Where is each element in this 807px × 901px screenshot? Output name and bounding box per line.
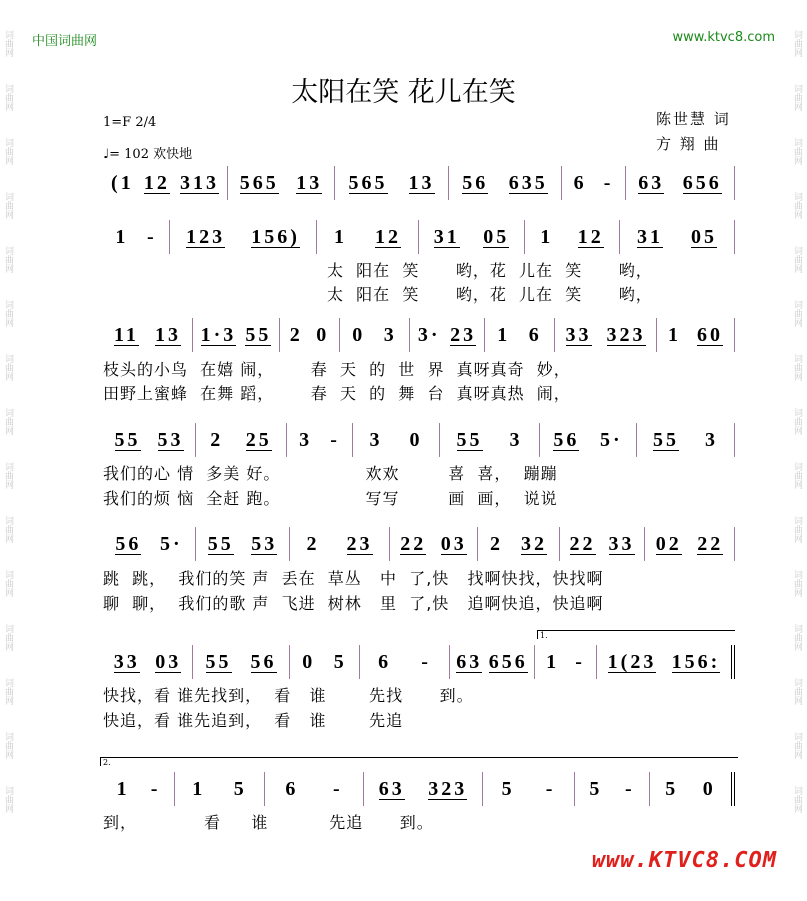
score-row xyxy=(103,529,735,559)
note-group: 22 xyxy=(400,532,427,555)
measure xyxy=(335,166,449,200)
lyric-line: 聊 聊， 我们的歌 声 飞进 树林 里 了,快 追啊快追，快追啊 xyxy=(103,594,604,613)
watermark-text: 词曲网 xyxy=(792,624,802,651)
note-group: 05 xyxy=(483,225,510,248)
note-group: 1·3 xyxy=(200,323,237,346)
note-group: 3 xyxy=(509,428,523,451)
watermark-text: 词曲网 xyxy=(792,786,802,813)
watermark-text: 词曲网 xyxy=(792,462,802,489)
measure xyxy=(175,772,265,806)
measure xyxy=(103,423,196,457)
note-group: 13 xyxy=(408,171,435,194)
note-group: - xyxy=(603,171,614,194)
note-group: 3· xyxy=(417,323,441,346)
note-group: - xyxy=(330,428,340,451)
note-group: - xyxy=(421,650,431,673)
note-group: 565 xyxy=(348,171,388,194)
note-group: 5 xyxy=(233,777,247,800)
measure xyxy=(637,423,735,457)
note-group: 55 xyxy=(653,428,679,451)
note-group: 55 xyxy=(114,428,141,451)
note-group: 33 xyxy=(113,650,140,673)
measure xyxy=(645,527,735,561)
measure xyxy=(193,318,280,352)
lyric-line: 太 阳在 笑 哟，花 儿在 笑 哟， xyxy=(327,261,653,280)
note-group: 323 xyxy=(428,777,468,800)
note-group: - xyxy=(332,777,343,800)
measure xyxy=(290,645,360,679)
measure xyxy=(290,527,390,561)
note-group: 1 xyxy=(546,650,560,673)
note-group: 1(23 xyxy=(607,650,657,673)
watermark-text: 词曲网 xyxy=(3,192,13,219)
note-group: 0 xyxy=(702,777,716,800)
measure xyxy=(597,645,735,679)
measure xyxy=(650,772,735,806)
watermark-text: 词曲网 xyxy=(3,300,13,327)
key-signature: 1=F 2/4 xyxy=(103,115,157,130)
measure xyxy=(364,772,483,806)
measure xyxy=(483,772,575,806)
lyric-line: 我们的心 情 多美 好。 欢欢 喜 喜， 蹦蹦 xyxy=(103,464,558,483)
measure xyxy=(449,166,562,200)
measure xyxy=(450,645,535,679)
note-group: 3 xyxy=(299,428,313,451)
watermark-text: 词曲网 xyxy=(792,516,802,543)
watermark-text: 词曲网 xyxy=(3,84,13,111)
watermark-text: 词曲网 xyxy=(792,570,802,597)
note-group: 0 xyxy=(352,323,366,346)
note-group: 33 xyxy=(608,532,635,555)
score-row xyxy=(103,320,735,350)
note-group: 63 xyxy=(638,171,665,194)
measure xyxy=(440,423,540,457)
measure xyxy=(620,220,735,254)
measure xyxy=(103,318,193,352)
watermark-text: 词曲网 xyxy=(792,678,802,705)
measure xyxy=(485,318,555,352)
note-group: 03 xyxy=(155,650,182,673)
measure xyxy=(193,645,290,679)
measure xyxy=(353,423,440,457)
note-group: 5 xyxy=(589,777,603,800)
measure xyxy=(575,772,650,806)
measure xyxy=(626,166,735,200)
watermark-text: 词曲网 xyxy=(792,408,802,435)
note-group: - xyxy=(150,777,161,800)
watermark-text: 词曲网 xyxy=(792,732,802,759)
watermark-text: 词曲网 xyxy=(3,462,13,489)
watermark-text: 词曲网 xyxy=(3,516,13,543)
note-group: 2 xyxy=(306,532,320,555)
measure xyxy=(535,645,597,679)
composer-credit: 方 翔 曲 xyxy=(656,135,721,153)
note-group: 0 xyxy=(302,650,316,673)
lyric-line: 我们的烦 恼 全赶 跑。 写写 画 画， 说说 xyxy=(103,489,558,508)
note-group: 56 xyxy=(462,171,489,194)
note-group: 56 xyxy=(553,428,580,451)
watermark-text: 词曲网 xyxy=(3,354,13,381)
measure xyxy=(228,166,335,200)
note-group: 2 xyxy=(490,532,503,555)
measure xyxy=(360,645,450,679)
note-group: 12 xyxy=(577,225,604,248)
note-group: 1 xyxy=(115,225,129,248)
note-group: 56 xyxy=(250,650,277,673)
note-group: 53 xyxy=(157,428,184,451)
measure xyxy=(196,527,290,561)
note-group: 1 xyxy=(497,323,511,346)
lyric-line: 田野上蜜蜂 在舞 蹈， 春 天 的 舞 台 真呀真热 闹， xyxy=(103,384,571,403)
note-group: - xyxy=(545,777,556,800)
score-row xyxy=(103,222,735,252)
note-group: 565 xyxy=(239,171,279,194)
watermark-text: 词曲网 xyxy=(3,786,13,813)
measure xyxy=(657,318,735,352)
note-group: 60 xyxy=(697,323,723,346)
watermark-text: 词曲网 xyxy=(792,354,802,381)
measure xyxy=(562,166,626,200)
watermark-text: 词曲网 xyxy=(3,138,13,165)
note-group: 22 xyxy=(569,532,596,555)
measure xyxy=(390,527,478,561)
note-group: 1 xyxy=(116,777,130,800)
note-group: 5 xyxy=(333,650,347,673)
measure xyxy=(340,318,410,352)
tempo-marking: ♩= 102 欢快地 xyxy=(103,147,193,162)
note-group: 05 xyxy=(691,225,717,248)
watermark-text: 词曲网 xyxy=(792,300,802,327)
watermark-text: 词曲网 xyxy=(792,246,802,273)
note-group: 56 xyxy=(115,532,142,555)
measure xyxy=(555,318,657,352)
note-group: 5 xyxy=(665,777,679,800)
note-group: - xyxy=(624,777,635,800)
note-group: 55 xyxy=(245,323,272,346)
note-group: 1 xyxy=(334,225,347,248)
score-row xyxy=(103,647,735,677)
note-group: 23 xyxy=(450,323,477,346)
note-group: 6 xyxy=(285,777,299,800)
note-group: 03 xyxy=(440,532,467,555)
watermark-text: 词曲网 xyxy=(792,30,802,57)
lyric-line: 到， 看 谁 先追 到。 xyxy=(103,813,434,832)
measure xyxy=(287,423,353,457)
note-group: 313 xyxy=(179,171,219,194)
site-name-left[interactable]: 中国词曲网 xyxy=(32,34,98,49)
measure xyxy=(317,220,419,254)
note-group: 5· xyxy=(159,532,183,555)
watermark-text: 词曲网 xyxy=(3,678,13,705)
measure xyxy=(265,772,364,806)
note-group: 12 xyxy=(375,225,401,248)
note-group: 3 xyxy=(705,428,718,451)
score-row xyxy=(103,168,735,198)
score-row xyxy=(103,425,735,455)
note-group: 656 xyxy=(488,650,528,673)
measure xyxy=(525,220,620,254)
note-group: 0 xyxy=(316,323,330,346)
note-group: 13 xyxy=(296,171,323,194)
note-group: 13 xyxy=(154,323,181,346)
lyric-line: 快追，看 谁先追到， 看 谁 先追 xyxy=(103,711,404,730)
note-group: 22 xyxy=(697,532,724,555)
watermark-text: 词曲网 xyxy=(792,192,802,219)
lyric-line: 太 阳在 笑 哟，花 儿在 笑 哟， xyxy=(327,285,653,304)
note-group: - xyxy=(146,225,157,248)
note-group: 2 xyxy=(210,428,224,451)
note-group: - xyxy=(575,650,585,673)
watermark-text: 词曲网 xyxy=(792,138,802,165)
watermark-text: 词曲网 xyxy=(3,246,13,273)
note-group: 323 xyxy=(606,323,646,346)
note-group: 156: xyxy=(671,650,721,673)
volta-bracket: 2. xyxy=(100,757,738,766)
note-group: 55 xyxy=(207,532,234,555)
note-group: 656 xyxy=(682,171,722,194)
measure xyxy=(540,423,637,457)
watermark-text: 词曲网 xyxy=(3,30,13,57)
watermark-text: 词曲网 xyxy=(3,570,13,597)
measure xyxy=(170,220,317,254)
note-group: 23 xyxy=(346,532,373,555)
watermark-text: 词曲网 xyxy=(3,408,13,435)
measure xyxy=(103,220,170,254)
volta-bracket: 1. xyxy=(537,630,735,639)
site-url-right[interactable]: www.ktvc8.com xyxy=(672,30,775,45)
score-row xyxy=(103,774,735,804)
side-watermark-left xyxy=(2,0,16,813)
note-group: 6 xyxy=(573,171,587,194)
note-group: 63 xyxy=(456,650,483,673)
note-group: 6 xyxy=(528,323,542,346)
measure xyxy=(103,527,196,561)
measure xyxy=(196,423,287,457)
note-group: 635 xyxy=(508,171,548,194)
note-group: 2 xyxy=(289,323,303,346)
note-group: 1 xyxy=(192,777,206,800)
note-group: 123 xyxy=(186,225,226,248)
measure xyxy=(103,772,175,806)
note-group: 156) xyxy=(251,225,300,248)
measure xyxy=(478,527,560,561)
note-group: 33 xyxy=(565,323,592,346)
note-group: 53 xyxy=(251,532,278,555)
note-group: 11 xyxy=(114,323,139,346)
measure xyxy=(560,527,645,561)
note-group: 5 xyxy=(501,777,515,800)
note-group: 31 xyxy=(637,225,663,248)
measure xyxy=(419,220,525,254)
footer-logo: www.KTVC8.COM xyxy=(591,848,777,873)
note-group: 5· xyxy=(599,428,623,451)
note-group: 25 xyxy=(245,428,272,451)
lyric-line: 枝头的小鸟 在嬉 闹， 春 天 的 世 界 真呀真奇 妙， xyxy=(103,360,571,379)
measure xyxy=(280,318,340,352)
lyric-line: 快找，看 谁先找到， 看 谁 先找 到。 xyxy=(103,686,474,705)
measure xyxy=(103,645,193,679)
note-group: 55 xyxy=(456,428,483,451)
note-group: 55 xyxy=(205,650,232,673)
note-group: 63 xyxy=(378,777,405,800)
note-group: 02 xyxy=(655,532,682,555)
note-group: (1 xyxy=(111,171,134,194)
lyricist-credit: 陈世慧 词 xyxy=(656,110,731,128)
lyric-line: 跳 跳， 我们的笑 声 丢在 草丛 中 了,快 找啊快找，快找啊 xyxy=(103,569,604,588)
song-title: 太阳在笑 花儿在笑 xyxy=(291,77,516,108)
note-group: 1 xyxy=(540,225,554,248)
measure xyxy=(103,166,228,200)
watermark-text: 词曲网 xyxy=(3,732,13,759)
note-group: 3 xyxy=(383,323,397,346)
watermark-text: 词曲网 xyxy=(3,624,13,651)
measure xyxy=(410,318,485,352)
note-group: 12 xyxy=(143,171,170,194)
note-group: 31 xyxy=(433,225,460,248)
note-group: 32 xyxy=(521,532,547,555)
note-group: 6 xyxy=(378,650,392,673)
side-watermark-right xyxy=(791,0,805,813)
note-group: 3 xyxy=(369,428,383,451)
note-group: 0 xyxy=(409,428,423,451)
watermark-text: 词曲网 xyxy=(792,84,802,111)
note-group: 1 xyxy=(668,323,681,346)
